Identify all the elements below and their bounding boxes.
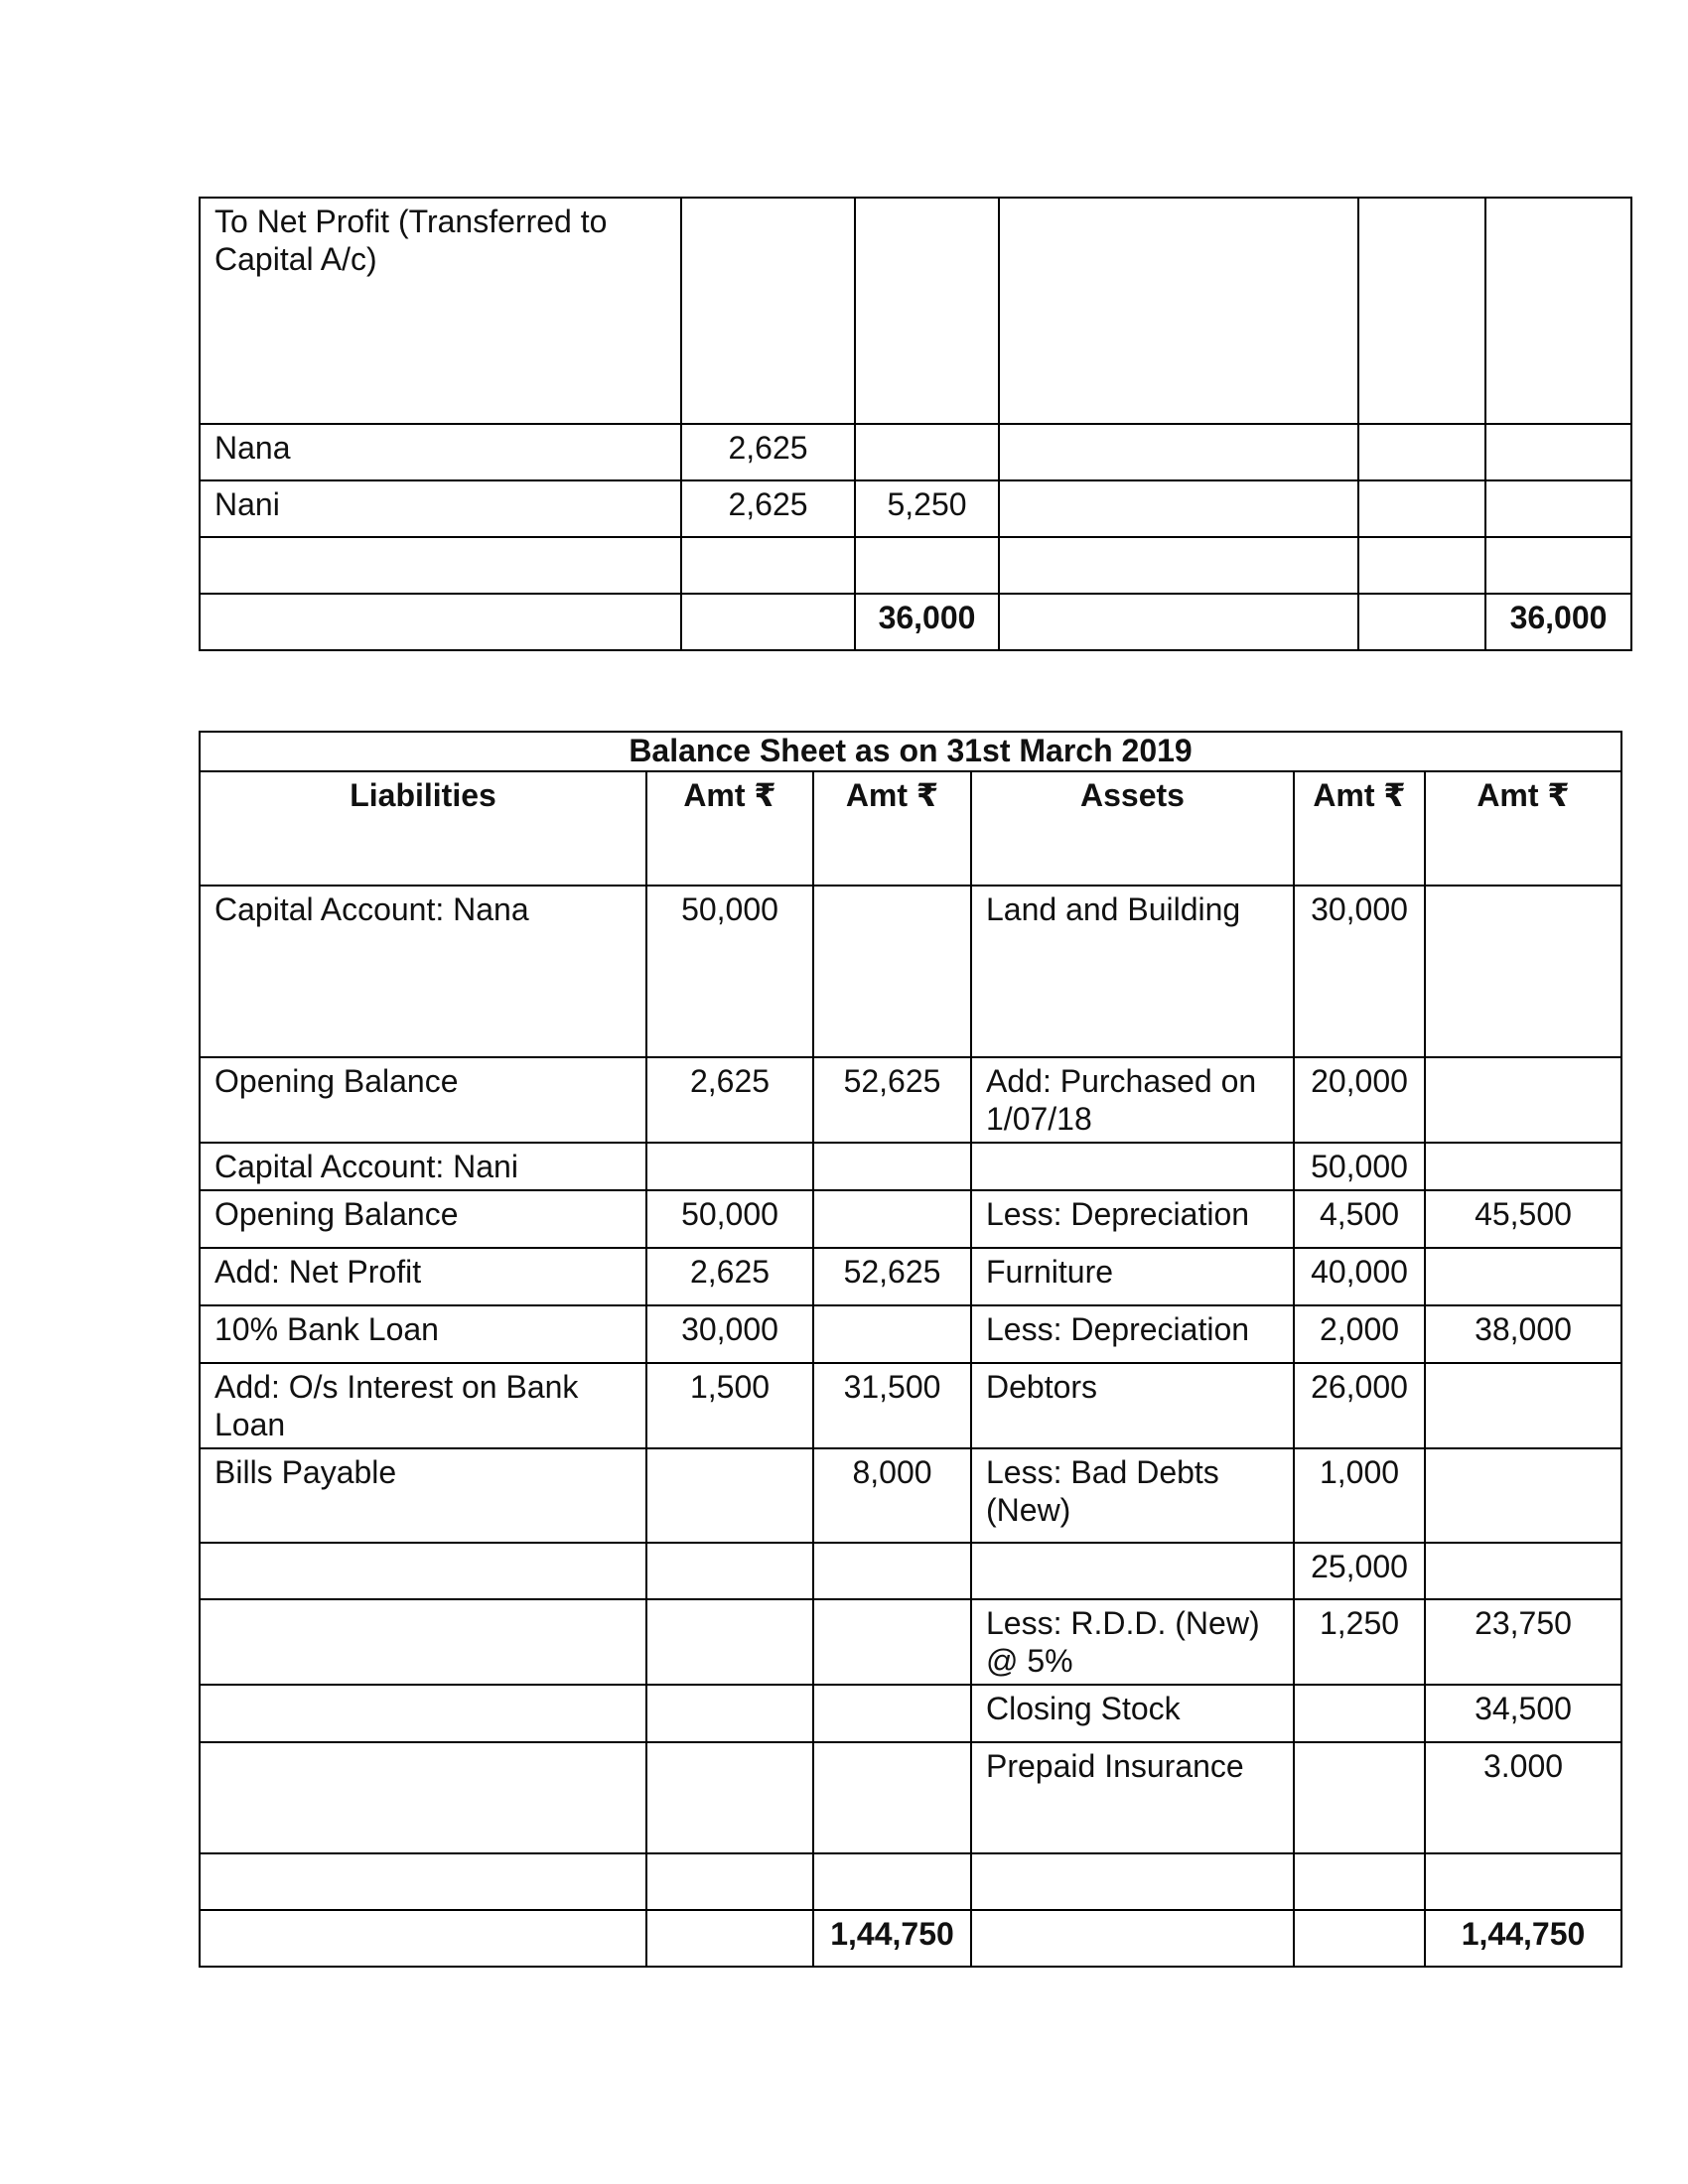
table-cell-amount: 30,000 (1294, 886, 1425, 1057)
profit-loss-table (199, 197, 1632, 651)
table-cell-label: Less: R.D.D. (New) @ 5% (971, 1599, 1294, 1685)
balance-sheet-row (200, 1448, 1621, 1543)
table-cell-amount (646, 1685, 813, 1742)
table-cell-amount: 8,000 (813, 1448, 971, 1543)
balance-sheet-table (199, 731, 1622, 1968)
table-cell-amount (1294, 1910, 1425, 1967)
table-cell-amount: 5,250 (855, 480, 999, 537)
table-cell-label: 10% Bank Loan (200, 1305, 646, 1363)
table-cell-amount: 1,000 (1294, 1448, 1425, 1543)
balance-sheet-row (200, 1143, 1621, 1190)
table-cell-amount (1358, 424, 1485, 480)
table-cell-amount (646, 1853, 813, 1910)
table-cell-label: Add: Net Profit (200, 1248, 646, 1305)
table-cell-label (971, 1143, 1294, 1190)
table-cell-amount: 1,500 (646, 1363, 813, 1448)
table-cell-label (999, 424, 1358, 480)
table-cell-amount (1485, 480, 1631, 537)
table-cell-label: Opening Balance (200, 1190, 646, 1248)
table-cell-amount: 50,000 (1294, 1143, 1425, 1190)
table-cell-label: Opening Balance (200, 1057, 646, 1143)
table-cell-amount (813, 1143, 971, 1190)
table-cell-amount (1485, 198, 1631, 424)
table-cell-label (200, 1742, 646, 1853)
table-cell-amount (1425, 1543, 1621, 1599)
table-cell-amount (646, 1910, 813, 1967)
table-cell-amount (1425, 1448, 1621, 1543)
table-cell-amount (1425, 886, 1621, 1057)
table-cell-label (971, 1853, 1294, 1910)
table-cell-amount (1358, 537, 1485, 594)
table-cell-amount: 2,625 (681, 424, 855, 480)
table-cell-amount: 1,250 (1294, 1599, 1425, 1685)
table-cell-label: Capital Account: Nani (200, 1143, 646, 1190)
pl-table-row (200, 424, 1631, 480)
table-cell-amount (1425, 1363, 1621, 1448)
table-cell-amount (1358, 594, 1485, 650)
table-cell-label (200, 1599, 646, 1685)
balance-sheet-row (200, 1853, 1621, 1910)
table-cell-amount (646, 1742, 813, 1853)
table-cell-label: Bills Payable (200, 1448, 646, 1543)
table-cell-amount (813, 1305, 971, 1363)
header-amt: Amt ₹ (1425, 771, 1621, 886)
balance-sheet-row (200, 1305, 1621, 1363)
table-cell-amount: 34,500 (1425, 1685, 1621, 1742)
table-cell-amount (681, 537, 855, 594)
table-cell-label: Less: Depreciation (971, 1305, 1294, 1363)
table-cell-label (999, 480, 1358, 537)
table-cell-amount: 52,625 (813, 1057, 971, 1143)
table-cell-label (999, 594, 1358, 650)
table-cell-amount: 2,625 (681, 480, 855, 537)
table-cell-label: Less: Bad Debts (New) (971, 1448, 1294, 1543)
table-cell-label (200, 1685, 646, 1742)
balance-sheet-row (200, 1363, 1621, 1448)
table-cell-label (200, 537, 681, 594)
table-cell-amount: 1,44,750 (813, 1910, 971, 1967)
table-cell-label: Land and Building (971, 886, 1294, 1057)
table-cell-label (200, 594, 681, 650)
table-cell-amount: 38,000 (1425, 1305, 1621, 1363)
table-cell-amount (813, 1599, 971, 1685)
table-cell-label (999, 198, 1358, 424)
table-cell-label (971, 1910, 1294, 1967)
table-cell-amount (646, 1448, 813, 1543)
table-cell-label: Closing Stock (971, 1685, 1294, 1742)
balance-sheet-row (200, 1190, 1621, 1248)
table-cell-amount: 1,44,750 (1425, 1910, 1621, 1967)
table-cell-amount (1294, 1853, 1425, 1910)
balance-sheet-row (200, 1248, 1621, 1305)
table-cell-amount (681, 198, 855, 424)
table-cell-label: Nani (200, 480, 681, 537)
table-cell-amount: 25,000 (1294, 1543, 1425, 1599)
pl-table-row (200, 480, 1631, 537)
table-cell-amount: 2,625 (646, 1057, 813, 1143)
table-cell-amount (1358, 480, 1485, 537)
balance-sheet-row (200, 1543, 1621, 1599)
table-cell-amount (646, 1543, 813, 1599)
table-cell-amount (646, 1143, 813, 1190)
table-cell-label (200, 1543, 646, 1599)
table-cell-amount (1294, 1742, 1425, 1853)
table-cell-amount (1425, 1143, 1621, 1190)
balance-sheet-row (200, 1685, 1621, 1742)
table-cell-label (971, 1543, 1294, 1599)
table-cell-label: Add: Purchased on 1/07/18 (971, 1057, 1294, 1143)
table-cell-label: Furniture (971, 1248, 1294, 1305)
table-cell-amount (855, 537, 999, 594)
balance-sheet-title-row (200, 732, 1621, 771)
pl-table-row (200, 594, 1631, 650)
table-cell-amount: 36,000 (1485, 594, 1631, 650)
table-cell-amount: 4,500 (1294, 1190, 1425, 1248)
table-cell-label: Less: Depreciation (971, 1190, 1294, 1248)
table-cell-amount (1425, 1057, 1621, 1143)
pl-table-row (200, 198, 1631, 424)
table-cell-amount: 31,500 (813, 1363, 971, 1448)
table-cell-label: Nana (200, 424, 681, 480)
table-cell-amount (855, 198, 999, 424)
table-cell-amount (813, 1543, 971, 1599)
table-cell-label: Debtors (971, 1363, 1294, 1448)
table-cell-amount (855, 424, 999, 480)
table-cell-label: Prepaid Insurance (971, 1742, 1294, 1853)
table-cell-amount: 50,000 (646, 1190, 813, 1248)
balance-sheet-row (200, 1742, 1621, 1853)
header-assets: Assets (971, 771, 1294, 886)
table-cell-amount (1485, 424, 1631, 480)
table-cell-label: Capital Account: Nana (200, 886, 646, 1057)
table-cell-label: To Net Profit (Transferred to Capital A/c) (200, 198, 681, 424)
balance-sheet-title: Balance Sheet as on 31st March 2019 (200, 732, 1621, 771)
table-cell-label (200, 1853, 646, 1910)
table-cell-label (200, 1910, 646, 1967)
table-cell-amount: 2,625 (646, 1248, 813, 1305)
table-cell-label: Add: O/s Interest on Bank Loan (200, 1363, 646, 1448)
header-amt: Amt ₹ (646, 771, 813, 886)
table-cell-amount (1294, 1685, 1425, 1742)
header-amt: Amt ₹ (813, 771, 971, 886)
table-cell-amount (1425, 1853, 1621, 1910)
table-cell-amount: 30,000 (646, 1305, 813, 1363)
table-cell-amount (813, 1853, 971, 1910)
balance-sheet-row (200, 1910, 1621, 1967)
balance-sheet-header-row (200, 771, 1621, 886)
table-cell-amount: 40,000 (1294, 1248, 1425, 1305)
table-cell-amount: 45,500 (1425, 1190, 1621, 1248)
table-cell-amount: 52,625 (813, 1248, 971, 1305)
table-cell-amount (1485, 537, 1631, 594)
table-cell-amount (813, 1685, 971, 1742)
table-cell-amount (813, 1190, 971, 1248)
table-cell-amount: 2,000 (1294, 1305, 1425, 1363)
table-cell-amount (813, 1742, 971, 1853)
table-cell-amount: 3.000 (1425, 1742, 1621, 1853)
table-cell-amount (813, 886, 971, 1057)
table-cell-amount (1358, 198, 1485, 424)
table-cell-amount (646, 1599, 813, 1685)
table-cell-amount: 26,000 (1294, 1363, 1425, 1448)
header-liabilities: Liabilities (200, 771, 646, 886)
header-amt: Amt ₹ (1294, 771, 1425, 886)
balance-sheet-row (200, 886, 1621, 1057)
table-cell-label (999, 537, 1358, 594)
table-cell-amount: 50,000 (646, 886, 813, 1057)
table-cell-amount (681, 594, 855, 650)
table-cell-amount (1425, 1248, 1621, 1305)
pl-table-row (200, 537, 1631, 594)
balance-sheet-row (200, 1057, 1621, 1143)
balance-sheet-row (200, 1599, 1621, 1685)
table-cell-amount: 23,750 (1425, 1599, 1621, 1685)
table-cell-amount: 36,000 (855, 594, 999, 650)
table-cell-amount: 20,000 (1294, 1057, 1425, 1143)
